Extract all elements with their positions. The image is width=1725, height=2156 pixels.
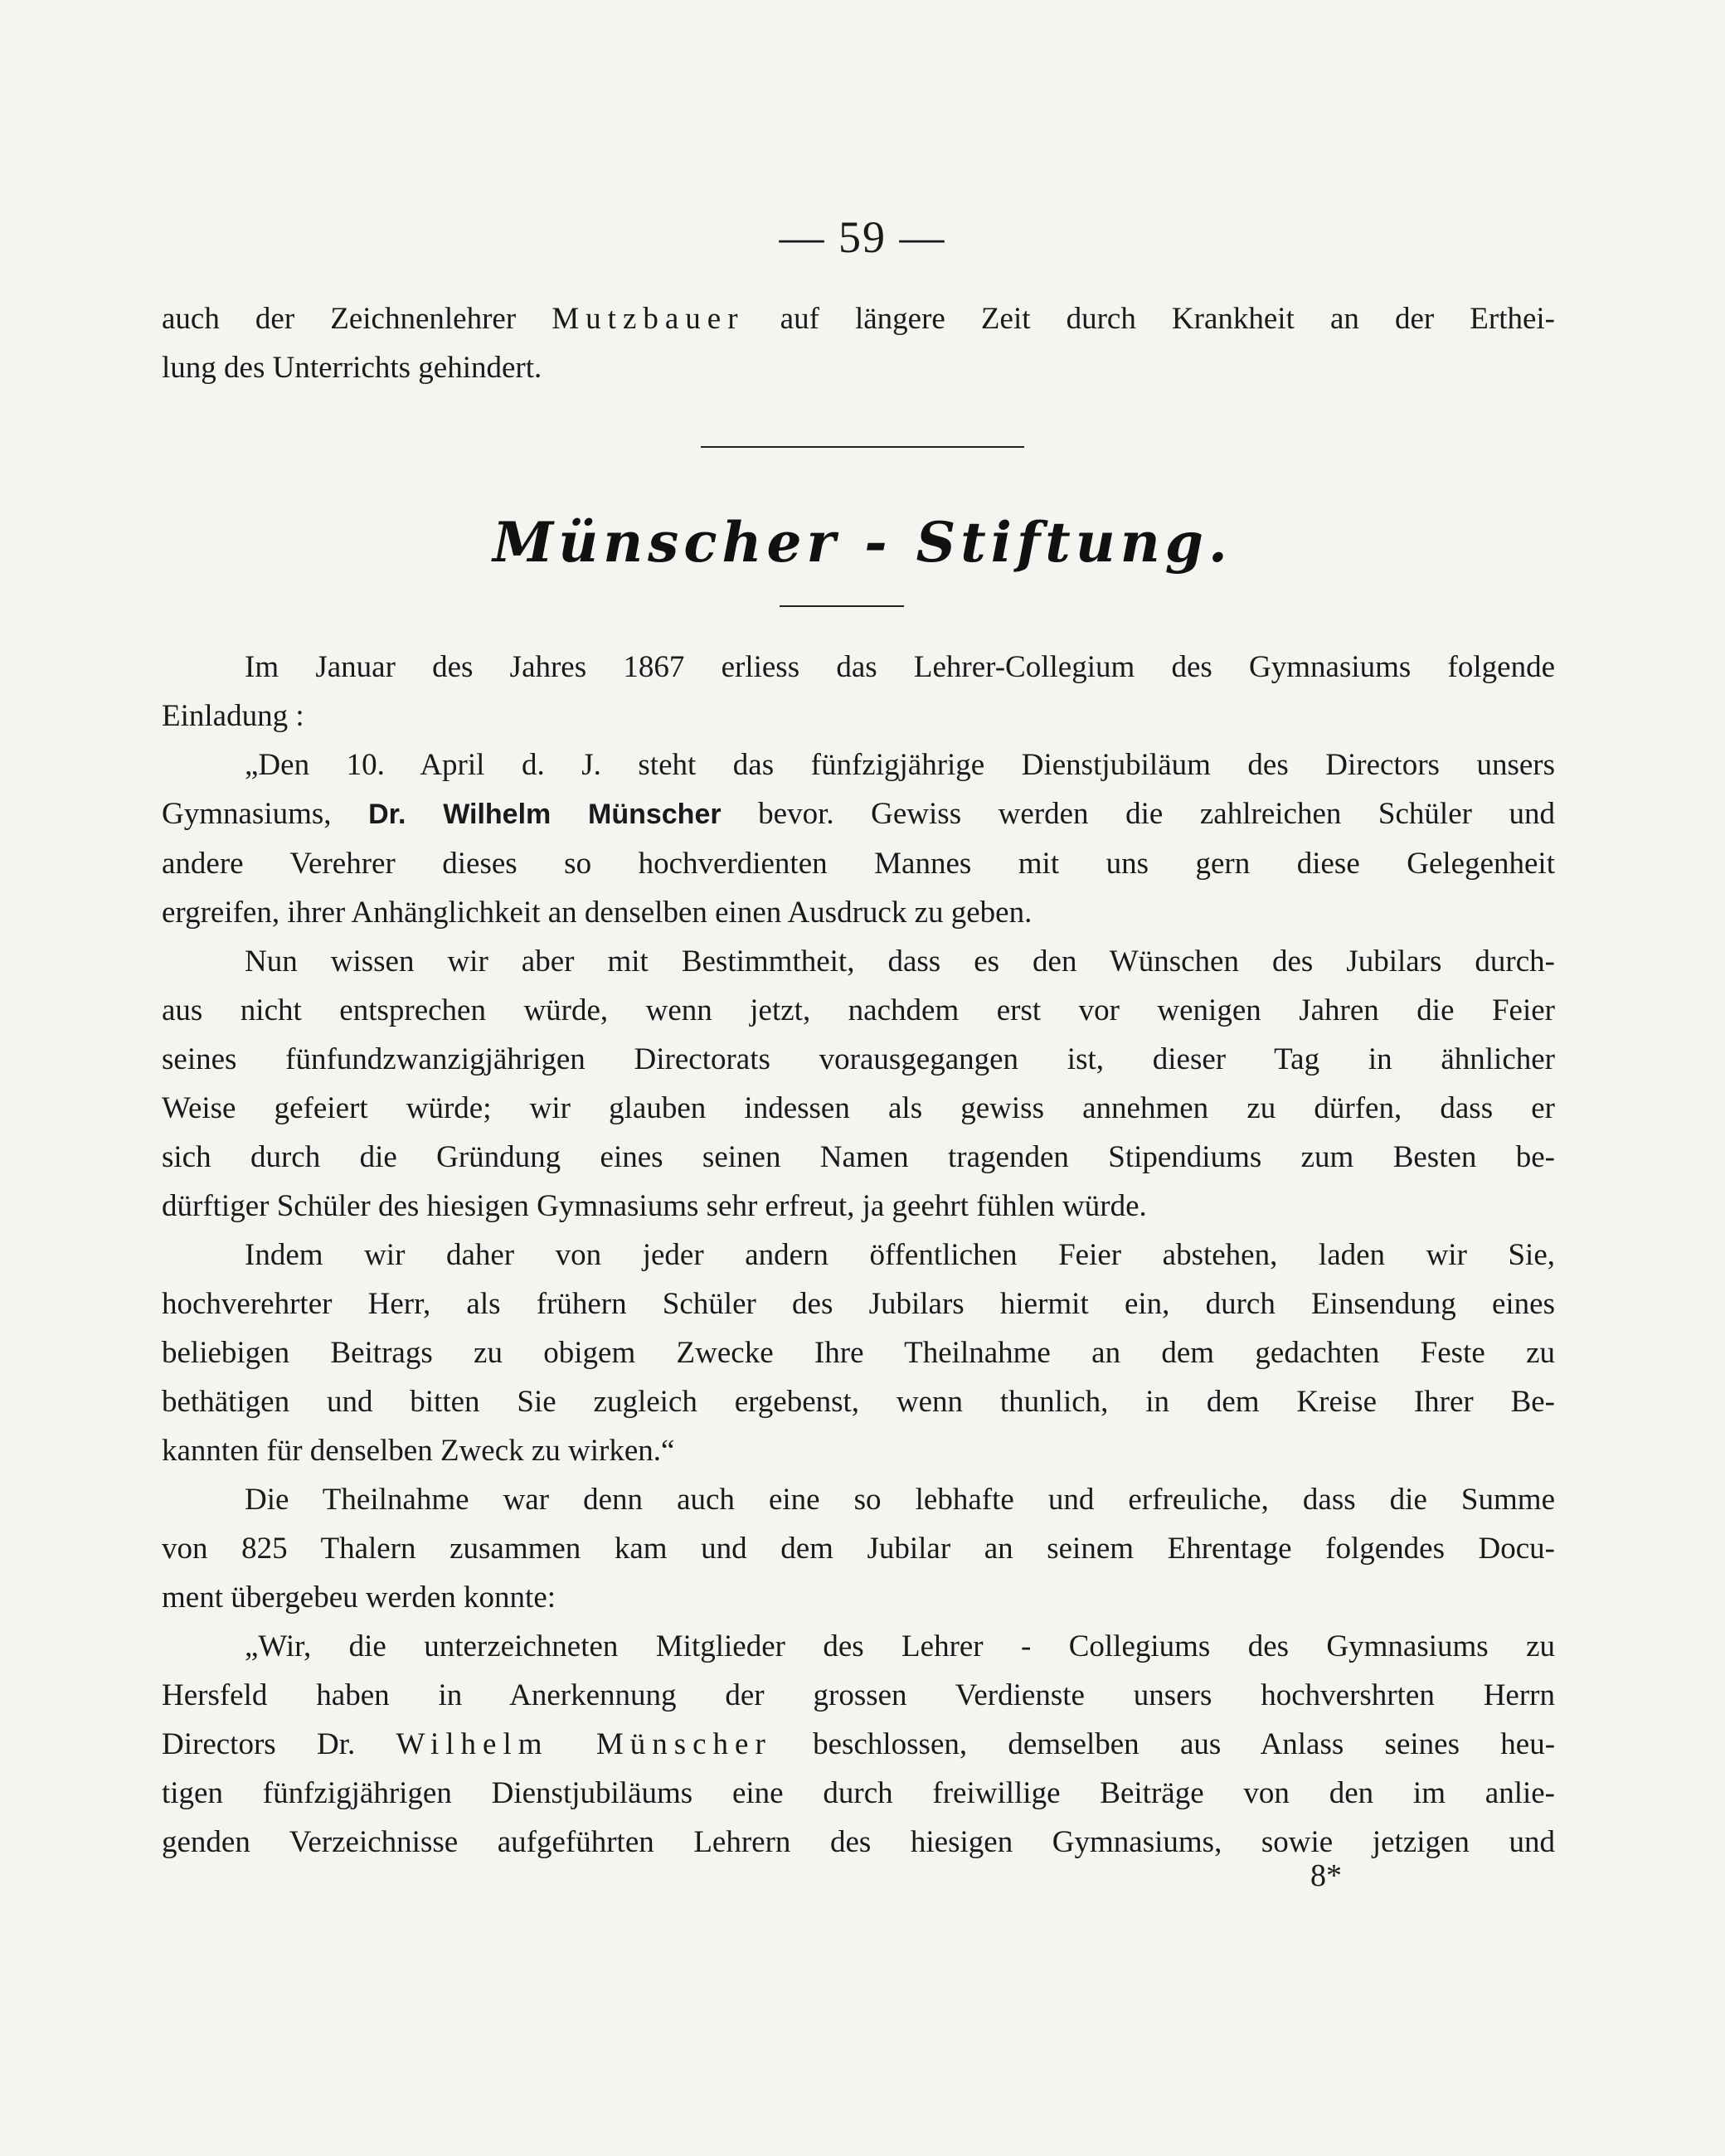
paragraph-2-line: andere Verehrer dieses so hochverdienten Mannes mit uns gern diese Gelegenheit: [162, 847, 1555, 881]
section-heading: Münscher - Stiftung.: [493, 510, 1232, 575]
paragraph-3-line: seines fünfundzwanzigjährigen Directorats vorausgegangen ist, dieser Tag in ähnlicher: [162, 1042, 1555, 1076]
paragraph-3-line: Weise gefeiert würde; wir glauben indessen als gewiss annehmen zu dürfen, dass er: [162, 1091, 1555, 1125]
paragraph-6-line: tigen fünfzigjährigen Dienstjubiläums eine durch freiwillige Beiträge von den im anlie-: [162, 1776, 1555, 1810]
paragraph-2-line: Gymnasiums, Dr. Wilhelm Münscher bevor. Gewiss werden die zahlreichen Schüler und: [162, 797, 1556, 831]
paragraph-6-line: „Wir, die unterzeichneten Mitglieder des Lehrer - Collegiums des Gymnasiums zu: [245, 1629, 1555, 1663]
paragraph-5-line: Die Theilnahme war denn auch eine so lebhafte und erfreuliche, dass die Summe: [245, 1483, 1555, 1517]
paragraph-4-line: Indem wir daher von jeder andern öffentlichen Feier abstehen, laden wir Sie,: [245, 1238, 1555, 1272]
paragraph-3-line: aus nicht entsprechen würde, wenn jetzt, nachdem erst vor wenigen Jahren die Feier: [162, 993, 1555, 1027]
paragraph-5-line: ment übergebeu werden konnte:: [162, 1581, 556, 1615]
intro-line-1: auch der Zeichnenlehrer Mutzbauer auf längere Zeit durch Krankheit an der Erthei-: [162, 302, 1556, 336]
paragraph-1-line: Einladung :: [162, 699, 304, 733]
section-divider-bottom: [780, 605, 904, 607]
paragraph-5-line: von 825 Thalern zusammen kam und dem Jubilar an seinem Ehrentage folgendes Docu-: [162, 1532, 1555, 1566]
paragraph-4-line: beliebigen Beitrags zu obigem Zwecke Ihre Theilnahme an dem gedachten Feste zu: [162, 1336, 1555, 1370]
page-number: — 59 —: [779, 212, 946, 262]
body-text: [162, 643, 1555, 1867]
paragraph-1-line: Im Januar des Jahres 1867 erliess das Lehrer-Collegium des Gymnasiums folgende: [245, 650, 1555, 684]
intro-paragraph: [162, 294, 1555, 392]
paragraph-2-line: „Den 10. April d. J. steht das fünfzigjährige Dienstjubiläum des Directors unsers: [245, 748, 1555, 782]
paragraph-3-line: sich durch die Gründung eines seinen Namen tragenden Stipendiums zum Besten be-: [162, 1140, 1555, 1174]
paragraph-4-line: bethätigen und bitten Sie zugleich ergebenst, wenn thunlich, in dem Kreise Ihrer Be-: [162, 1385, 1555, 1419]
paragraph-6-line: Hersfeld haben in Anerkennung der grossen Verdienste unsers hochvershrten Herrn: [162, 1678, 1555, 1712]
signature-mark: 8*: [1310, 1858, 1342, 1893]
paragraph-3-line: Nun wissen wir aber mit Bestimmtheit, dass es den Wünschen des Jubilars durch-: [245, 944, 1555, 978]
paragraph-2-line: ergreifen, ihrer Anhänglichkeit an denselben einen Ausdruck zu geben.: [162, 896, 1033, 930]
section-divider-top: [701, 446, 1024, 448]
intro-line-2: lung des Unterrichts gehindert.: [162, 351, 542, 385]
person-name: Dr. Wilhelm Münscher: [368, 799, 722, 830]
paragraph-6-line: genden Verzeichnisse aufgeführten Lehrern des hiesigen Gymnasiums, sowie jetzigen und: [162, 1825, 1555, 1859]
paragraph-4-line: kannten für denselben Zweck zu wirken.“: [162, 1434, 675, 1468]
paragraph-6-line: Directors Dr. Wilhelm Münscher beschlossen, demselben aus Anlass seines heu-: [162, 1727, 1556, 1761]
paragraph-3-line: dürftiger Schüler des hiesigen Gymnasiums sehr erfreut, ja geehrt fühlen würde.: [162, 1189, 1147, 1223]
paragraph-4-line: hochverehrter Herr, als frühern Schüler des Jubilars hiermit ein, durch Einsendung eines: [162, 1287, 1555, 1321]
person-name: Wilhelm Münscher: [396, 1727, 772, 1761]
